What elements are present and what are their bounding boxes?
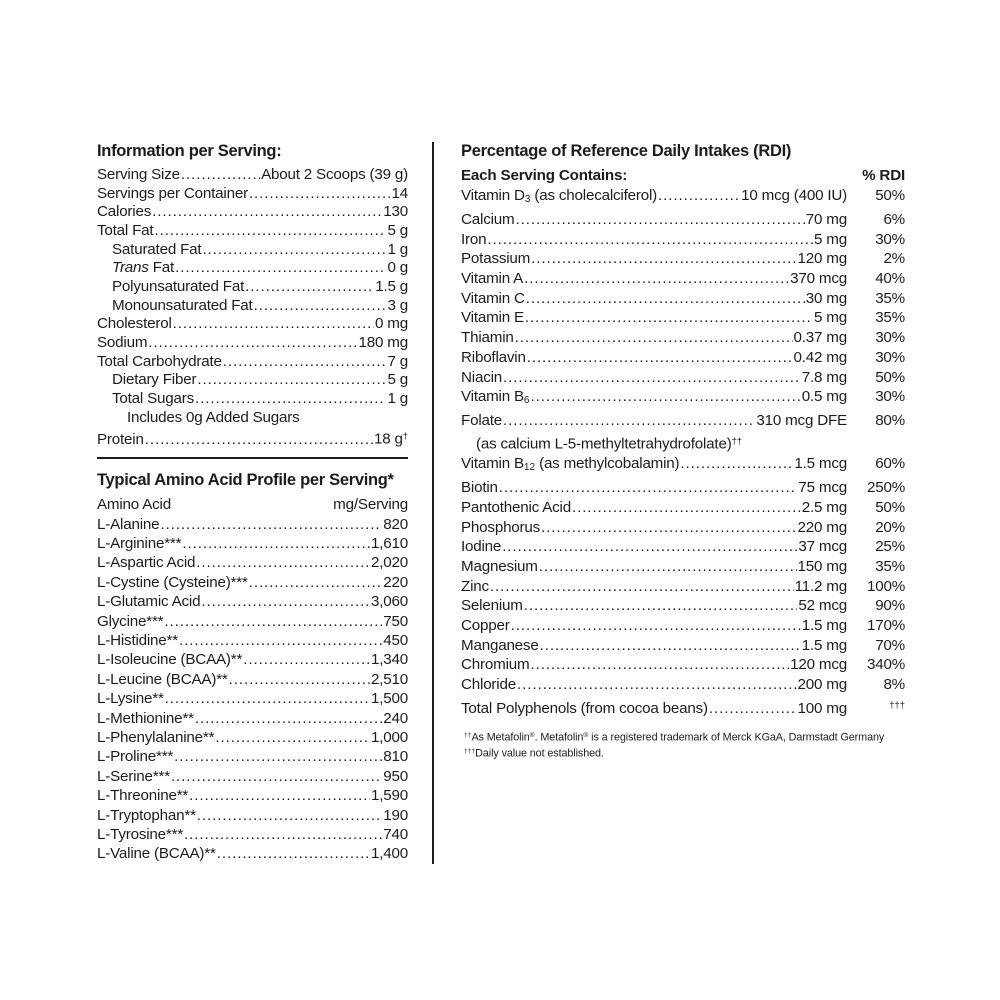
rdi-value: 25% (875, 538, 905, 556)
row-label: L-Alanine (97, 515, 160, 533)
label-row (97, 353, 408, 372)
rdi-value: 30% (875, 230, 905, 248)
label-row (97, 553, 408, 572)
row-value: 370 mcg (790, 270, 847, 288)
nutrient-row (461, 695, 905, 718)
footnotes (461, 729, 905, 761)
row-label: L-Aspartic Acid (97, 554, 196, 572)
rdi-column-header: % RDI (862, 167, 905, 184)
section-rule (97, 457, 408, 459)
nutrient-row (461, 387, 905, 411)
nutrient-row (461, 498, 905, 518)
rdi-value: 35% (875, 309, 905, 327)
nutrient-row (461, 431, 905, 454)
row-label: Serving Size (97, 166, 180, 183)
rdi-value: 170% (866, 617, 905, 635)
label-row (97, 728, 408, 747)
row-label: Calcium (461, 210, 515, 228)
dot-leader (249, 573, 383, 592)
row-label: Biotin (461, 479, 498, 497)
dot-leader (175, 259, 386, 278)
row-label: Total Fat (97, 221, 154, 239)
row-label: Vitamin $D_3$ (as cholecalciferol) (461, 187, 657, 206)
nutrient-row (461, 577, 905, 597)
nutrient-row (461, 289, 905, 309)
row-label: L-Lysine** (97, 690, 164, 708)
row-label: L-Valine (BCAA)** (97, 845, 216, 863)
dot-leader (249, 185, 391, 204)
dot-leader (709, 699, 797, 719)
row-value: 2,510 (370, 670, 408, 688)
row-value: 2.5 mg (801, 498, 847, 516)
row-label: Calories (97, 203, 152, 221)
info-rows (97, 166, 408, 450)
row-label: L-Isoleucine (BCAA)** (97, 651, 243, 669)
row-value: 1.5 mcg (794, 455, 847, 473)
amino-heading: Typical Amino Acid Profile per Serving* (97, 470, 394, 489)
each-serving-heading: Each Serving Contains: (461, 167, 628, 184)
label-row (97, 786, 408, 805)
dot-leader (152, 203, 382, 222)
row-value: 1,500 (370, 690, 408, 708)
nutrient-row (461, 411, 905, 431)
row-label: Selenium (461, 597, 523, 615)
dot-leader (515, 210, 804, 230)
rdi-value: 80% (875, 412, 905, 430)
dot-leader (164, 612, 382, 631)
row-value: 75 mcg (798, 479, 847, 497)
label-row (97, 747, 408, 766)
dot-leader (201, 592, 370, 611)
row-value: 10 mcg (400 IU) (741, 187, 847, 204)
row-value: 5 g (387, 371, 408, 389)
row-value: 1.5 mg (801, 636, 847, 654)
dot-leader (243, 650, 370, 669)
row-label: Thiamin (461, 329, 514, 347)
row-label: L-Cystine (Cysteine)*** (97, 573, 248, 591)
dot-leader (502, 537, 797, 557)
dot-leader (165, 689, 370, 708)
row-label: Glycine*** (97, 612, 164, 630)
row-label: Riboflavin (461, 348, 526, 366)
supplement-facts-label (97, 142, 905, 864)
row-label: Copper (461, 617, 510, 635)
row-label: L-Glutamic Acid (97, 593, 201, 611)
nutrient-row (461, 230, 905, 250)
row-label: Dietary Fiber (112, 371, 197, 389)
dot-leader (195, 390, 386, 409)
label-row (97, 534, 408, 553)
row-label: Total Carbohydrate (97, 352, 222, 370)
dot-leader (195, 709, 382, 728)
row-value: 810 (383, 748, 408, 766)
row-value: 37 mcg (798, 538, 847, 556)
dot-leader (173, 315, 374, 334)
dot-leader (154, 222, 386, 241)
label-row (97, 241, 408, 260)
nutrient-row (461, 210, 905, 230)
row-value: 7 g (387, 352, 408, 370)
dot-leader (531, 387, 801, 407)
label-row (97, 612, 408, 631)
rdi-value: 90% (875, 597, 905, 615)
rdi-rows (461, 186, 905, 718)
dot-leader (503, 368, 801, 388)
row-value: 5 g (387, 221, 408, 239)
label-row (97, 297, 408, 316)
rdi-value: 8% (883, 676, 905, 694)
dot-leader (215, 728, 370, 747)
dot-leader (145, 431, 373, 450)
row-label: L-Methionine** (97, 709, 194, 727)
row-value: 0 g (387, 259, 408, 277)
row-value: 220 (383, 573, 408, 591)
rdi-value: 30% (875, 388, 905, 406)
dot-leader (540, 636, 801, 656)
row-value: 7.8 mg (801, 368, 847, 386)
row-value: 3 g (387, 296, 408, 314)
row-value: 14 (391, 184, 408, 202)
dot-leader (487, 230, 813, 250)
row-label: Vitamin C (461, 289, 525, 307)
row-value: 1 g (387, 240, 408, 258)
row-value: 450 (383, 631, 408, 649)
dot-leader (515, 328, 793, 348)
nutrient-row (461, 596, 905, 616)
nutrient-row (461, 655, 905, 675)
label-row (97, 689, 408, 708)
row-label: Manganese (461, 636, 539, 654)
dot-leader (197, 806, 382, 825)
row-value: 5 mg (814, 309, 847, 327)
row-value: 0 mg (375, 315, 408, 333)
dot-leader (527, 348, 793, 368)
row-value: 30 mg (805, 289, 847, 307)
dot-leader (181, 166, 260, 185)
label-row (97, 592, 408, 611)
nutrient-row (461, 454, 905, 478)
row-label: Monounsaturated Fat (112, 296, 253, 314)
rdi-value: 70% (875, 636, 905, 654)
row-label: Vitamin E (461, 309, 524, 327)
nutrient-row (461, 269, 905, 289)
dot-leader (503, 411, 755, 431)
dot-leader (179, 631, 382, 650)
label-row (97, 390, 408, 409)
dot-leader (202, 241, 386, 260)
label-row (97, 515, 408, 534)
dot-leader (217, 844, 370, 863)
row-label: L-Proline*** (97, 748, 174, 766)
footnote: †††Daily value not established. (464, 747, 604, 760)
rdi-value: 250% (866, 479, 905, 497)
row-label: Servings per Container (97, 184, 248, 202)
row-label: Cholesterol (97, 315, 172, 333)
dot-leader (174, 747, 382, 766)
rdi-value: 50% (875, 498, 905, 516)
rdi-value: 30% (875, 348, 905, 366)
dot-leader (524, 596, 798, 616)
row-value: 2,020 (370, 554, 408, 572)
dot-leader (524, 269, 789, 289)
dot-leader (517, 675, 797, 695)
row-value: 1,610 (370, 534, 408, 552)
row-value: 190 (383, 806, 408, 824)
dot-leader (229, 670, 370, 689)
amino-rows (97, 515, 408, 864)
row-value: 120 mcg (790, 656, 847, 674)
row-label: Phosphorus (461, 518, 541, 536)
rdi-value: 50% (875, 187, 905, 204)
dot-leader (245, 278, 374, 297)
dot-leader (189, 786, 370, 805)
row-label: Vitamin $B_{12}$ (as methylcobalamin) (461, 455, 680, 474)
row-value: 200 mg (797, 676, 847, 694)
info-column (97, 142, 408, 864)
row-value: 120 mg (797, 250, 847, 268)
label-row (97, 315, 408, 334)
dot-leader (182, 534, 370, 553)
dot-leader (160, 515, 382, 534)
info-heading: Information per Serving: (97, 142, 282, 160)
nutrient-row (461, 616, 905, 636)
label-row (97, 427, 408, 449)
row-value: About 2 Scoops (39 g) (261, 166, 408, 183)
dot-leader (184, 825, 382, 844)
row-value: 1,340 (370, 651, 408, 669)
row-value: 1.5 g (375, 277, 408, 295)
rdi-column (461, 142, 905, 864)
row-value: 5 mg (814, 230, 847, 248)
dot-leader (490, 577, 794, 597)
row-value: 180 mg (358, 333, 408, 351)
label-row (97, 709, 408, 728)
rdi-value: 100% (866, 577, 905, 595)
rdi-table-header (461, 166, 905, 186)
label-row (97, 631, 408, 650)
row-label: L-Phenylalanine** (97, 729, 215, 747)
nutrient-row (461, 308, 905, 328)
row-value: 1,400 (370, 845, 408, 863)
row-value: 950 (383, 767, 408, 785)
row-label: L-Histidine** (97, 631, 178, 649)
dot-leader (541, 518, 796, 538)
label-row (97, 166, 408, 185)
row-value: 18 g† (374, 430, 408, 448)
dot-leader (197, 371, 386, 390)
nutrient-row (461, 186, 905, 210)
dot-leader (511, 616, 801, 636)
nutrient-row (461, 557, 905, 577)
rdi-value: 35% (875, 289, 905, 307)
nutrient-row (461, 328, 905, 348)
label-row (97, 650, 408, 669)
row-label: L-Tyrosine*** (97, 826, 184, 844)
row-label: Total Polyphenols (from cocoa beans) (461, 699, 708, 717)
rdi-value: 340% (866, 656, 905, 674)
dot-leader (530, 655, 789, 675)
row-label: Vitamin $B_6$ (461, 388, 530, 407)
dot-leader (531, 249, 796, 269)
row-label: Total Sugars (112, 389, 195, 407)
row-value: 1.5 mg (801, 617, 847, 635)
row-value: 3,060 (370, 593, 408, 611)
row-label: L-Tryptophan** (97, 806, 196, 824)
dot-leader (526, 289, 805, 309)
row-label: Folate (461, 412, 503, 430)
row-value: 750 (383, 612, 408, 630)
dot-leader (148, 334, 357, 353)
dot-leader (171, 767, 382, 786)
row-value: 820 (383, 515, 408, 533)
row-label: Sodium (97, 333, 148, 351)
row-label: Protein (97, 430, 144, 448)
row-label: Magnesium (461, 557, 538, 575)
row-value: 1 g (387, 389, 408, 407)
label-row (97, 185, 408, 204)
rdi-value: 20% (875, 518, 905, 536)
rdi-value: 60% (875, 455, 905, 473)
row-label: Saturated Fat (112, 240, 202, 258)
nutrient-row (461, 368, 905, 388)
row-label: Zinc (461, 577, 489, 595)
footnote: ††As Metafolin®. Metafolin® is a registered trademark of Merck KGaA, Darmstadt Germany (464, 731, 885, 744)
row-value: 70 mg (805, 210, 847, 228)
dot-leader (572, 498, 801, 518)
row-label: Includes 0g Added Sugars (127, 408, 300, 426)
nutrient-row (461, 348, 905, 368)
row-value: 11.2 mg (794, 577, 847, 595)
rdi-value: 40% (875, 270, 905, 288)
row-label: Iodine (461, 538, 502, 556)
row-value: 0.5 mg (801, 388, 847, 406)
rdi-value: ††† (889, 698, 905, 710)
label-row (97, 825, 408, 844)
dot-leader (680, 454, 793, 474)
label-row (97, 409, 408, 428)
dot-leader (196, 553, 370, 572)
rdi-value: 2% (883, 250, 905, 268)
rdi-heading: Percentage of Reference Daily Intakes (RDI) (461, 142, 792, 160)
row-value: 100 mg (797, 699, 847, 717)
row-value: 0.37 mg (793, 329, 847, 347)
row-label: Polyunsaturated Fat (112, 277, 245, 295)
label-row (97, 767, 408, 786)
row-label: Niacin (461, 368, 503, 386)
rdi-value: 35% (875, 557, 905, 575)
dot-leader (499, 478, 798, 498)
row-label: Chromium (461, 656, 530, 674)
nutrient-row (461, 675, 905, 695)
row-label: L-Threonine** (97, 787, 189, 805)
row-value: 0.42 mg (793, 348, 847, 366)
row-label: L-Serine*** (97, 767, 170, 785)
rdi-value: 50% (875, 368, 905, 386)
row-value: 310 mcg DFE (756, 412, 847, 430)
rdi-value: 6% (883, 210, 905, 228)
row-label: Trans Fat (112, 259, 175, 277)
nutrient-row (461, 636, 905, 656)
row-label: Potassium (461, 250, 531, 268)
row-label: Iron (461, 230, 487, 248)
rdi-value: 30% (875, 329, 905, 347)
label-row (97, 670, 408, 689)
nutrient-row (461, 249, 905, 269)
nutrient-row (461, 478, 905, 498)
dot-leader (539, 557, 797, 577)
row-value: 150 mg (797, 557, 847, 575)
row-value: 1,000 (370, 729, 408, 747)
label-row (97, 806, 408, 825)
dot-leader (223, 353, 387, 372)
label-row (97, 334, 408, 353)
label-row (97, 278, 408, 297)
row-label: L-Arginine*** (97, 534, 182, 552)
label-row (97, 573, 408, 592)
row-value: 1,590 (370, 787, 408, 805)
row-value: 130 (383, 203, 408, 221)
row-value: 240 (383, 709, 408, 727)
dot-leader (658, 186, 740, 206)
label-row (97, 222, 408, 241)
row-label: (as calcium L-5-methyltetrahydrofolate)†† (476, 434, 743, 453)
amino-column-header-amount: mg/Serving (333, 495, 408, 513)
row-label: Pantothenic Acid (461, 498, 571, 516)
label-row (97, 844, 408, 863)
label-row (97, 371, 408, 390)
label-row (97, 259, 408, 278)
row-label: Chloride (461, 676, 516, 694)
nutrient-row (461, 537, 905, 557)
row-label: L-Leucine (BCAA)** (97, 670, 228, 688)
label-row (97, 203, 408, 222)
amino-column-header-name: Amino Acid (97, 495, 171, 513)
row-value: 52 mcg (798, 597, 847, 615)
dot-leader (525, 308, 813, 328)
row-value: 220 mg (797, 518, 847, 536)
amino-table-header (97, 495, 408, 515)
row-value: 740 (383, 826, 408, 844)
column-divider (432, 142, 434, 864)
row-label: Vitamin A (461, 270, 524, 288)
nutrient-row (461, 518, 905, 538)
dot-leader (254, 297, 387, 316)
